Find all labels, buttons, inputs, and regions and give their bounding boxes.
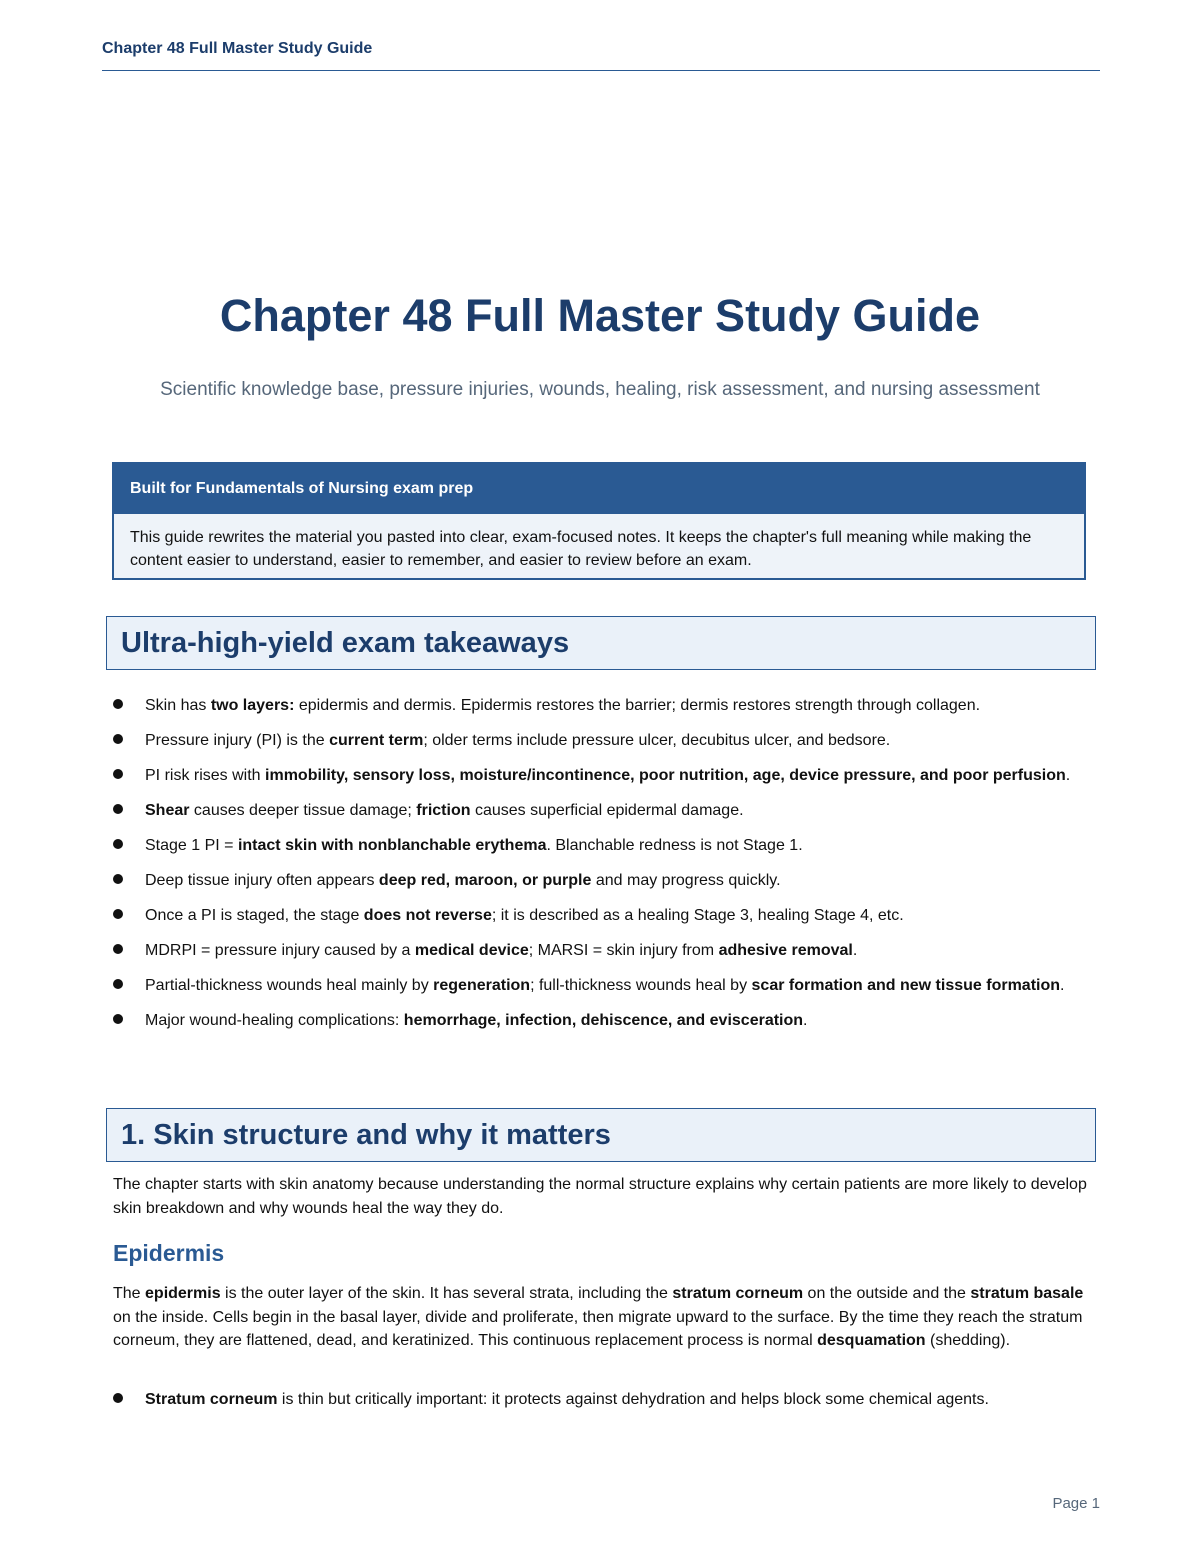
document-title: Chapter 48 Full Master Study Guide [219,290,981,341]
list-item: Partial-thickness wounds heal mainly by regeneration; full-thickness wounds heal by scar formation and new tissue formation. [113,974,1098,997]
callout-box [112,462,1086,580]
list-item: Stratum corneum is thin but critically important: it protects against dehydration and helps block some chemical agents. [113,1388,1098,1411]
bullet-icon [113,769,123,779]
epidermis-paragraph: The epidermis is the outer layer of the skin. It has several strata, including the stratum corneum on the outside and the stratum basale on the inside. Cells begin in the basal layer, divide and proliferate, then migrate upward to the surface. By the time they reach the stratum corneum, they are flattened, dead, and keratinized. This continuous replacement process is normal desquamation (shedding). [113,1285,1084,1349]
bullet-icon [113,699,123,709]
bullet-icon [113,874,123,884]
bullet-icon [113,944,123,954]
bullet-icon [113,1393,123,1403]
list-item: Skin has two layers: epidermis and dermis. Epidermis restores the barrier; dermis restores strength through collagen. [113,694,1098,717]
list-item: Stage 1 PI = intact skin with nonblanchable erythema. Blanchable redness is not Stage 1. [113,834,1098,857]
list-item: Shear causes deeper tissue damage; friction causes superficial epidermal damage. [113,799,1098,822]
header-rule [102,70,1100,71]
epidermis-bullets [113,1388,1098,1411]
bullet-icon [113,979,123,989]
callout-body: This guide rewrites the material you pasted into clear, exam-focused notes. It keeps the chapter's full meaning while making the content easier to understand, easier to remember, and easier to review before an exam. [130,529,1032,569]
callout-heading: Built for Fundamentals of Nursing exam prep [114,464,1084,514]
takeaways-list [113,694,1098,1032]
subheading-epidermis: Epidermis [113,1240,225,1266]
section-heading-takeaways: Ultra-high-yield exam takeaways [106,616,1096,670]
list-item: Deep tissue injury often appears deep red, maroon, or purple and may progress quickly. [113,869,1098,892]
section-heading-skin-structure: 1. Skin structure and why it matters [106,1108,1096,1162]
bullet-icon [113,839,123,849]
running-header: Chapter 48 Full Master Study Guide [102,40,373,57]
bullet-icon [113,734,123,744]
section-intro: The chapter starts with skin anatomy because understanding the normal structure explains why certain patients are more likely to develop skin breakdown and why wounds heal the way they do. [113,1176,1087,1217]
bullet-icon [113,1014,123,1024]
page-number: Page 1 [1052,1495,1100,1512]
bullet-icon [113,909,123,919]
document-subtitle: Scientific knowledge base, pressure injuries, wounds, healing, risk assessment, and nursing assessment [160,379,1040,400]
list-item: Pressure injury (PI) is the current term; older terms include pressure ulcer, decubitus ulcer, and bedsore. [113,729,1098,752]
bullet-icon [113,804,123,814]
list-item: PI risk rises with immobility, sensory loss, moisture/incontinence, poor nutrition, age, device pressure, and poor perfusion. [113,764,1098,787]
list-item: MDRPI = pressure injury caused by a medical device; MARSI = skin injury from adhesive removal. [113,939,1098,962]
list-item: Major wound-healing complications: hemorrhage, infection, dehiscence, and evisceration. [113,1009,1098,1032]
list-item: Once a PI is staged, the stage does not reverse; it is described as a healing Stage 3, healing Stage 4, etc. [113,904,1098,927]
